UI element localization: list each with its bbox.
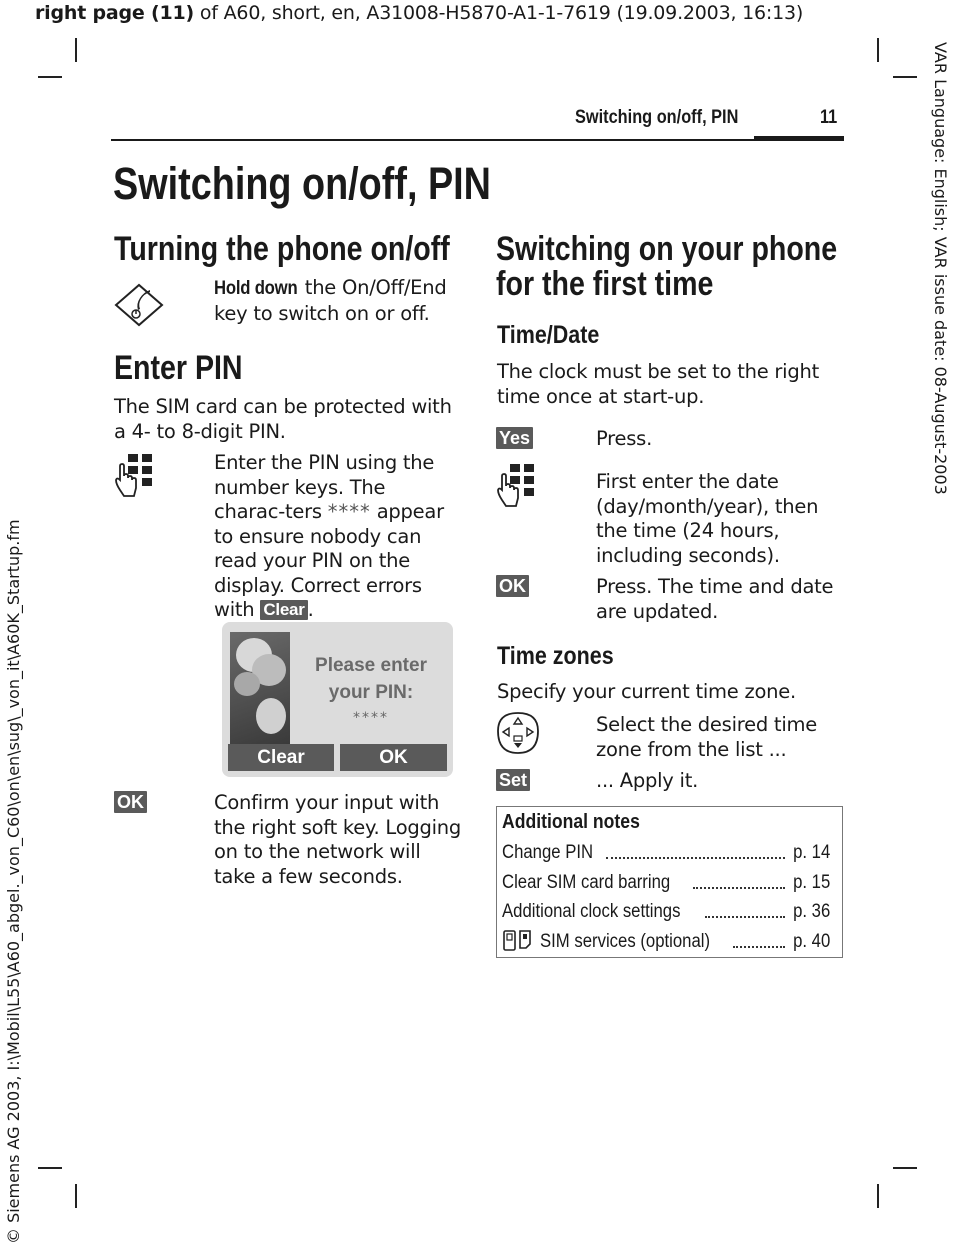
display-prompt: Please enter your PIN: <box>315 655 427 703</box>
heading-time-zones: Time zones <box>497 642 614 670</box>
note-item-clock-settings[interactable] <box>502 899 830 923</box>
time-zones-step-select: Select the desired time zone from the list ... <box>596 713 817 761</box>
leader-dots <box>693 887 785 889</box>
enter-pin-step-end: . <box>307 598 314 621</box>
note-item-page: p. 36 <box>792 901 830 922</box>
leader-dots <box>705 916 785 918</box>
crop-mark <box>893 76 917 78</box>
print-meta-page-ref: right page (11) <box>35 2 195 24</box>
keypad-icon <box>496 462 538 510</box>
heading-enter-pin: Enter PIN <box>114 349 243 387</box>
navigation-key-icon <box>495 711 541 755</box>
note-item-label: SIM services (optional) <box>540 931 711 952</box>
note-item-label: Change PIN <box>502 842 594 863</box>
time-date-step-press: Press. <box>596 427 653 450</box>
heading-first-time-line1: Switching on your phone <box>496 230 838 268</box>
note-item-page: p. 15 <box>792 872 830 893</box>
confirm-instruction: Confirm your input with the right soft key. Logging on to the network will take a few seconds. <box>214 791 462 888</box>
heading-turning-on-off: Turning the phone on/off <box>114 230 450 268</box>
crop-mark <box>893 1167 917 1169</box>
print-meta-doc-ref: of A60, short, en, A31008-H5870-A1-1-7619 (19.09.2003, 16:13) <box>194 2 804 24</box>
time-zones-intro: Specify your current time zone. <box>497 680 796 703</box>
time-zones-step-apply: ... Apply it. <box>596 769 699 792</box>
ok-softkey-button[interactable]: OK <box>340 744 447 771</box>
enter-pin-step-text-cont: appear to ensure nobody can read your PIN on the display. Correct errors with <box>214 500 444 621</box>
note-item-label: Additional clock settings <box>502 901 681 922</box>
balloon-shape <box>234 672 260 696</box>
turning-instruction <box>214 276 459 326</box>
print-meta-file-path: © Siemens AG 2003, I:\Mobil\L55\A60_abgel._von_C60\on\en\sug\_von_it\A60K_Startup.fm <box>4 519 23 1244</box>
additional-notes-box <box>496 806 843 958</box>
note-item-label: Clear SIM card barring <box>502 872 671 893</box>
time-date-step-confirm: Press. The time and date are updated. <box>596 575 834 623</box>
print-meta-language: VAR Language: English; VAR issue date: 08-August-2003 <box>931 42 950 495</box>
phone-end-key-icon <box>113 281 165 329</box>
clear-key-label: Clear <box>260 600 307 620</box>
note-item-sim-services[interactable] <box>502 929 830 953</box>
time-date-intro: The clock must be set to the right time once at start-up. <box>497 360 819 408</box>
ok-key-label: OK <box>114 791 147 813</box>
yes-key-label: Yes <box>496 427 533 449</box>
sim-services-icon <box>502 929 532 953</box>
ok-key-badge <box>496 575 529 597</box>
crop-mark <box>75 38 77 62</box>
leader-dots <box>733 946 785 948</box>
note-item-page: p. 14 <box>792 842 830 863</box>
note-item-change-pin[interactable] <box>502 840 830 864</box>
pin-mask-stars: **** <box>327 500 371 523</box>
keypad-icon <box>114 452 156 500</box>
set-key-label: Set <box>496 769 530 791</box>
page-number: 11 <box>820 107 838 128</box>
page-title: Switching on/off, PIN <box>113 158 491 209</box>
print-meta-header <box>35 2 803 24</box>
crop-mark <box>75 1184 77 1208</box>
time-date-step-enter: First enter the date (day/month/year), then the time (24 hours, including seconds). <box>596 470 819 567</box>
crop-mark <box>877 38 879 62</box>
running-header-title: Switching on/off, PIN <box>575 107 739 128</box>
display-pin-stars: **** <box>353 710 389 726</box>
heading-time-date: Time/Date <box>497 321 600 349</box>
enter-pin-step <box>214 451 462 623</box>
clear-softkey-button[interactable]: Clear <box>228 744 334 771</box>
enter-pin-intro: The SIM card can be protected with a 4- to 8-digit PIN. <box>114 395 452 443</box>
header-rule <box>111 139 844 141</box>
wallpaper-image <box>230 632 290 744</box>
additional-notes-title: Additional notes <box>502 811 640 833</box>
ok-key-label: OK <box>496 575 529 597</box>
enter-pin-step-text: Enter the PIN using the number keys. The charac-ters <box>214 451 435 523</box>
note-item-clear-sim-barring[interactable] <box>502 870 830 894</box>
note-item-page: p. 40 <box>792 931 830 952</box>
header-rule-accent <box>754 136 844 141</box>
heading-first-time-line2: for the first time <box>496 265 714 303</box>
yes-key-badge <box>496 427 533 449</box>
leader-dots <box>606 857 785 859</box>
crop-mark <box>38 76 62 78</box>
ok-key-badge <box>114 791 147 813</box>
turning-instruction-text: the On/Off/End key to switch on or off. <box>214 276 447 325</box>
balloon-shape <box>256 698 286 734</box>
phone-display <box>222 622 453 777</box>
set-key-badge <box>496 769 530 791</box>
hold-down-label: Hold down <box>214 278 298 299</box>
crop-mark <box>877 1184 879 1208</box>
crop-mark <box>38 1167 62 1169</box>
